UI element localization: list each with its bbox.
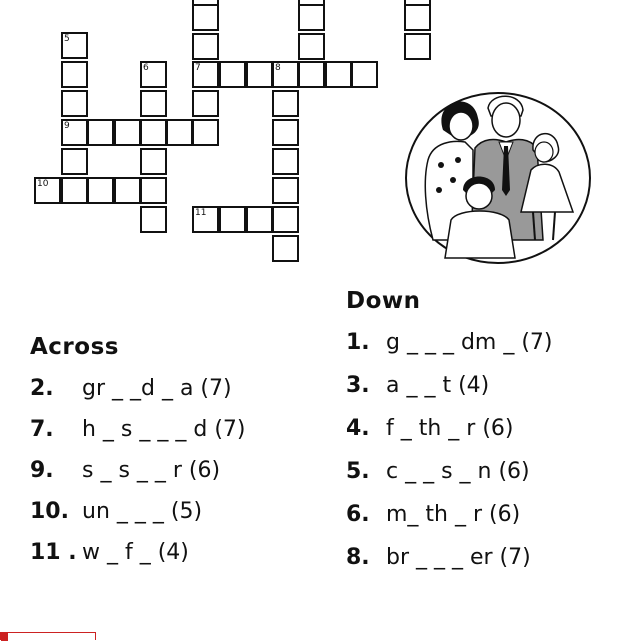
grid-cell[interactable] xyxy=(219,61,246,88)
grid-cell[interactable] xyxy=(114,119,141,146)
grid-cell[interactable] xyxy=(61,148,88,175)
grid-cell[interactable] xyxy=(272,148,299,175)
grid-cell[interactable] xyxy=(140,206,167,233)
down-clue xyxy=(346,545,531,570)
grid-cell[interactable] xyxy=(140,177,167,204)
grid-cell[interactable] xyxy=(140,90,167,117)
grid-cell[interactable] xyxy=(61,177,88,204)
family-portrait-icon xyxy=(403,90,593,265)
cell-number: 8 xyxy=(275,63,281,73)
cell-number: 6 xyxy=(143,63,149,73)
clue-number: 7. xyxy=(30,417,54,442)
across-clue xyxy=(30,499,202,524)
clue-text: c _ _ s _ n (6) xyxy=(386,459,530,484)
grid-cell[interactable] xyxy=(192,33,219,60)
clue-number: 9. xyxy=(30,458,54,483)
down-heading: Down xyxy=(346,288,421,314)
grid-cell[interactable] xyxy=(87,177,114,204)
grid-cell[interactable] xyxy=(298,61,325,88)
clue-text: m_ th _ r (6) xyxy=(386,502,521,527)
grid-cell[interactable] xyxy=(114,177,141,204)
grid-cell[interactable] xyxy=(192,119,219,146)
clue-text: br _ _ _ er (7) xyxy=(386,545,531,570)
down-clue xyxy=(346,459,530,484)
clue-number: 6. xyxy=(346,502,370,527)
red-corner-mark xyxy=(0,632,96,640)
grid-cell[interactable] xyxy=(272,206,299,233)
clue-number: 10. xyxy=(30,499,69,524)
clue-text: a _ _ t (4) xyxy=(386,373,490,398)
grid-cell[interactable] xyxy=(272,177,299,204)
down-clue xyxy=(346,373,489,398)
clue-number: 2. xyxy=(30,376,54,401)
cell-number: 9 xyxy=(64,121,70,131)
clue-number: 8. xyxy=(346,545,370,570)
across-clue xyxy=(30,540,189,565)
clue-number: 1. xyxy=(346,330,370,355)
grid-cell[interactable] xyxy=(272,119,299,146)
grid-cell[interactable] xyxy=(140,119,167,146)
cell-number: 11 xyxy=(195,208,207,218)
grid-cell[interactable] xyxy=(272,235,299,262)
grid-cell[interactable] xyxy=(192,90,219,117)
clue-number: 3. xyxy=(346,373,370,398)
cell-number: 7 xyxy=(195,63,201,73)
down-clue xyxy=(346,502,520,527)
clue-number: 11 . xyxy=(30,540,77,565)
clue-text: f _ th _ r (6) xyxy=(386,416,514,441)
clue-text: g _ _ _ dm _ (7) xyxy=(386,330,553,355)
grid-cell[interactable] xyxy=(325,61,352,88)
across-clue xyxy=(30,458,220,483)
grid-cell[interactable] xyxy=(61,90,88,117)
grid-cell[interactable] xyxy=(246,61,273,88)
down-clue xyxy=(346,330,552,355)
grid-cell[interactable] xyxy=(404,4,431,31)
cell-number: 5 xyxy=(64,34,70,44)
cell-number: 10 xyxy=(37,179,49,189)
clue-text: w _ f _ (4) xyxy=(82,540,189,565)
clue-number: 4. xyxy=(346,416,370,441)
across-clue xyxy=(30,417,246,442)
grid-cell[interactable] xyxy=(140,148,167,175)
clue-text: s _ s _ _ r (6) xyxy=(82,458,221,483)
grid-cell[interactable] xyxy=(166,119,193,146)
clue-number: 5. xyxy=(346,459,370,484)
grid-cell[interactable] xyxy=(298,4,325,31)
grid-cell[interactable] xyxy=(192,4,219,31)
grid-cell[interactable] xyxy=(87,119,114,146)
grid-cell[interactable] xyxy=(219,206,246,233)
grid-cell[interactable] xyxy=(246,206,273,233)
clue-text: un _ _ _ (5) xyxy=(82,499,203,524)
grid-cell[interactable] xyxy=(272,90,299,117)
across-heading: Across xyxy=(30,334,119,360)
clue-text: gr _ _d _ a (7) xyxy=(82,376,232,401)
clue-text: h _ s _ _ _ d (7) xyxy=(82,417,246,442)
across-clue xyxy=(30,376,232,401)
grid-cell[interactable] xyxy=(404,33,431,60)
grid-cell[interactable] xyxy=(351,61,378,88)
grid-cell[interactable] xyxy=(61,61,88,88)
down-clue xyxy=(346,416,514,441)
grid-cell[interactable] xyxy=(298,33,325,60)
